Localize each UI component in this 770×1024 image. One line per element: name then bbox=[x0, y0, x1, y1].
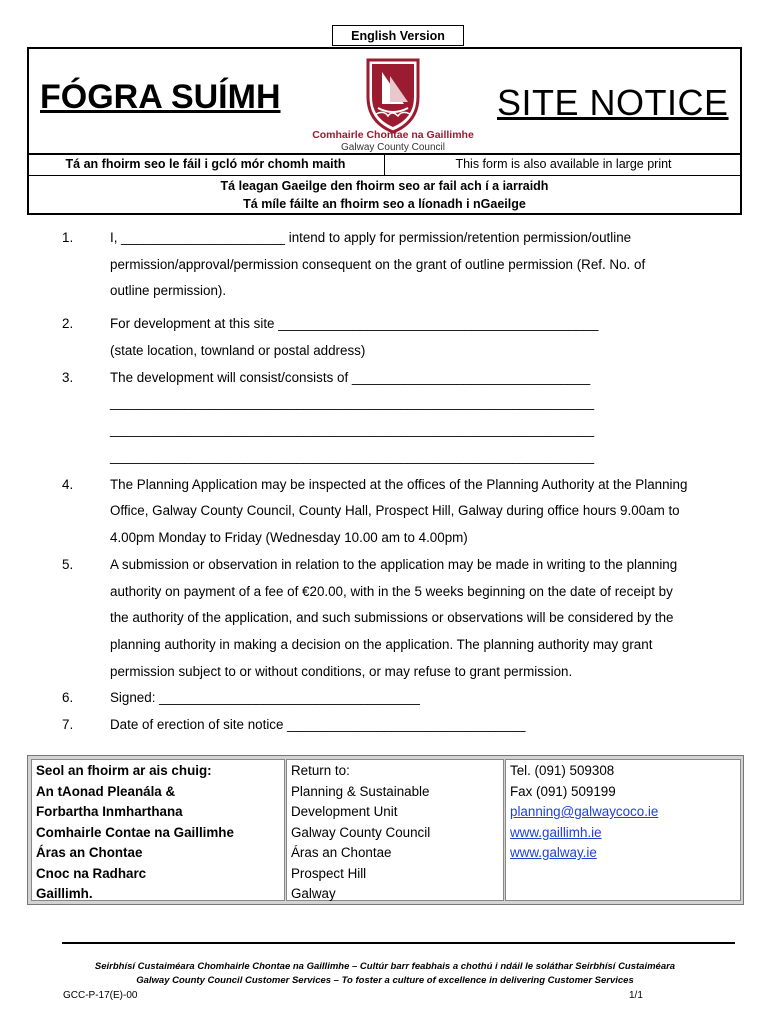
item-line: Signed: ___________________________________ bbox=[110, 690, 420, 705]
item-line: outline permission). bbox=[110, 283, 227, 298]
tel-number: Tel. (091) 509308 bbox=[510, 763, 615, 778]
contact-line: Áras an Chontae bbox=[291, 845, 392, 860]
contact-line: Development Unit bbox=[291, 804, 398, 819]
footer-text bbox=[27, 960, 743, 988]
irish-welcome-line: Tá míle fáilte an fhoirm seo a líonadh i nGaeilge bbox=[243, 197, 526, 211]
contact-table bbox=[27, 755, 744, 905]
contact-line: Galway County Council bbox=[291, 824, 431, 840]
contact-details-cell bbox=[505, 759, 741, 901]
irish-version-line: Tá leagan Gaeilge den fhoirm seo ar fail ach í a iarraidh bbox=[220, 179, 549, 193]
item-number: 7. bbox=[62, 717, 74, 732]
website-link-galway[interactable]: www.galway.ie bbox=[510, 845, 597, 860]
logo-text-irish: Comhairle Chontae na Gaillimhe bbox=[312, 129, 474, 141]
item-line: _________________________________________________________________ bbox=[110, 422, 595, 437]
contact-line: Return to: bbox=[291, 763, 350, 778]
email-link[interactable]: planning@galwaycoco.ie bbox=[510, 804, 659, 819]
contact-line: Forbartha Inmharthana bbox=[36, 804, 183, 819]
contact-line: Comhairle Contae na Gaillimhe bbox=[36, 824, 234, 840]
contact-line: Gaillimh. bbox=[36, 886, 93, 901]
item-line: Office, Galway County Council, County Hall, Prospect Hill, Galway during office hours 9.00am to bbox=[110, 503, 680, 518]
item-number: 4. bbox=[62, 477, 74, 492]
contact-line: An tAonad Pleanála & bbox=[36, 783, 176, 799]
item-number: 6. bbox=[62, 690, 74, 705]
item-number: 1. bbox=[62, 230, 74, 245]
item-line: For development at this site ___________________________________________ bbox=[110, 316, 599, 331]
item-line: 4.00pm Monday to Friday (Wednesday 10.00 am to 4.00pm) bbox=[110, 530, 468, 545]
footer-english: Galway County Council Customer Services – To foster a culture of excellence in delivering Customer Services bbox=[136, 975, 634, 986]
logo-text-english: Galway County Council bbox=[341, 142, 445, 152]
crest-icon bbox=[308, 52, 478, 152]
contact-line: Cnoc na Radharc bbox=[36, 865, 147, 881]
title-irish: FÓGRA SUÍMH bbox=[40, 78, 281, 116]
item-line: The development will consist/consists of ________________________________ bbox=[110, 370, 591, 385]
item-number: 5. bbox=[62, 557, 74, 572]
version-label: English Version bbox=[332, 25, 464, 46]
item-line: planning authority in making a decision on the application. The planning authority may grant bbox=[110, 637, 653, 652]
large-print-english: This form is also available in large print bbox=[455, 157, 672, 171]
item-line: authority on payment of a fee of €20.00, with in the 5 weeks beginning on the date of receipt by bbox=[110, 584, 673, 599]
item-line: (state location, townland or postal address) bbox=[110, 343, 366, 358]
page-number: 1/1 bbox=[629, 990, 643, 1001]
footer-divider bbox=[62, 942, 735, 944]
title-english: SITE NOTICE bbox=[497, 82, 729, 123]
website-link-gaillimh[interactable]: www.gaillimh.ie bbox=[510, 824, 602, 840]
item-line: _________________________________________________________________ bbox=[110, 395, 595, 410]
contact-english-cell bbox=[286, 759, 504, 901]
contact-line: Seol an fhoirm ar ais chuig: bbox=[36, 763, 212, 778]
form-code: GCC-P-17(E)-00 bbox=[63, 990, 138, 1001]
item-line: the authority of the application, and such submissions or observations will be considered by the bbox=[110, 610, 674, 625]
footer-irish: Seirbhísí Custaiméara Chomhairle Chontae na Gaillimhe – Cultúr barr feabhais a chothú i ndáil le soláthar Seirbhísí Custaiméara bbox=[94, 961, 676, 972]
contact-line: Áras an Chontae bbox=[36, 845, 143, 860]
fax-number: Fax (091) 509199 bbox=[510, 783, 616, 799]
item-line: permission/approval/permission consequent on the grant of outline permission (Ref. No. of bbox=[110, 257, 646, 272]
item-line: Date of erection of site notice ________________________________ bbox=[110, 717, 526, 732]
council-logo bbox=[308, 52, 478, 152]
item-line: The Planning Application may be inspected at the offices of the Planning Authority at the Planning bbox=[110, 477, 688, 492]
contact-irish-cell bbox=[31, 759, 285, 901]
contact-line: Galway bbox=[291, 886, 336, 901]
item-number: 2. bbox=[62, 316, 74, 331]
item-number: 3. bbox=[62, 370, 74, 385]
item-line: _________________________________________________________________ bbox=[110, 449, 595, 464]
large-print-irish: Tá an fhoirm seo le fáil i gcló mór chomh maith bbox=[27, 155, 385, 175]
irish-info-row bbox=[27, 175, 742, 215]
item-line: A submission or observation in relation to the application may be made in writing to the planning bbox=[110, 557, 678, 572]
contact-line: Prospect Hill bbox=[291, 865, 367, 881]
item-line: I, ______________________ intend to apply for permission/retention permission/outline bbox=[110, 230, 632, 245]
contact-line: Planning & Sustainable bbox=[291, 783, 430, 799]
item-line: permission subject to or without conditions, or may refuse to grant permission. bbox=[110, 664, 573, 679]
